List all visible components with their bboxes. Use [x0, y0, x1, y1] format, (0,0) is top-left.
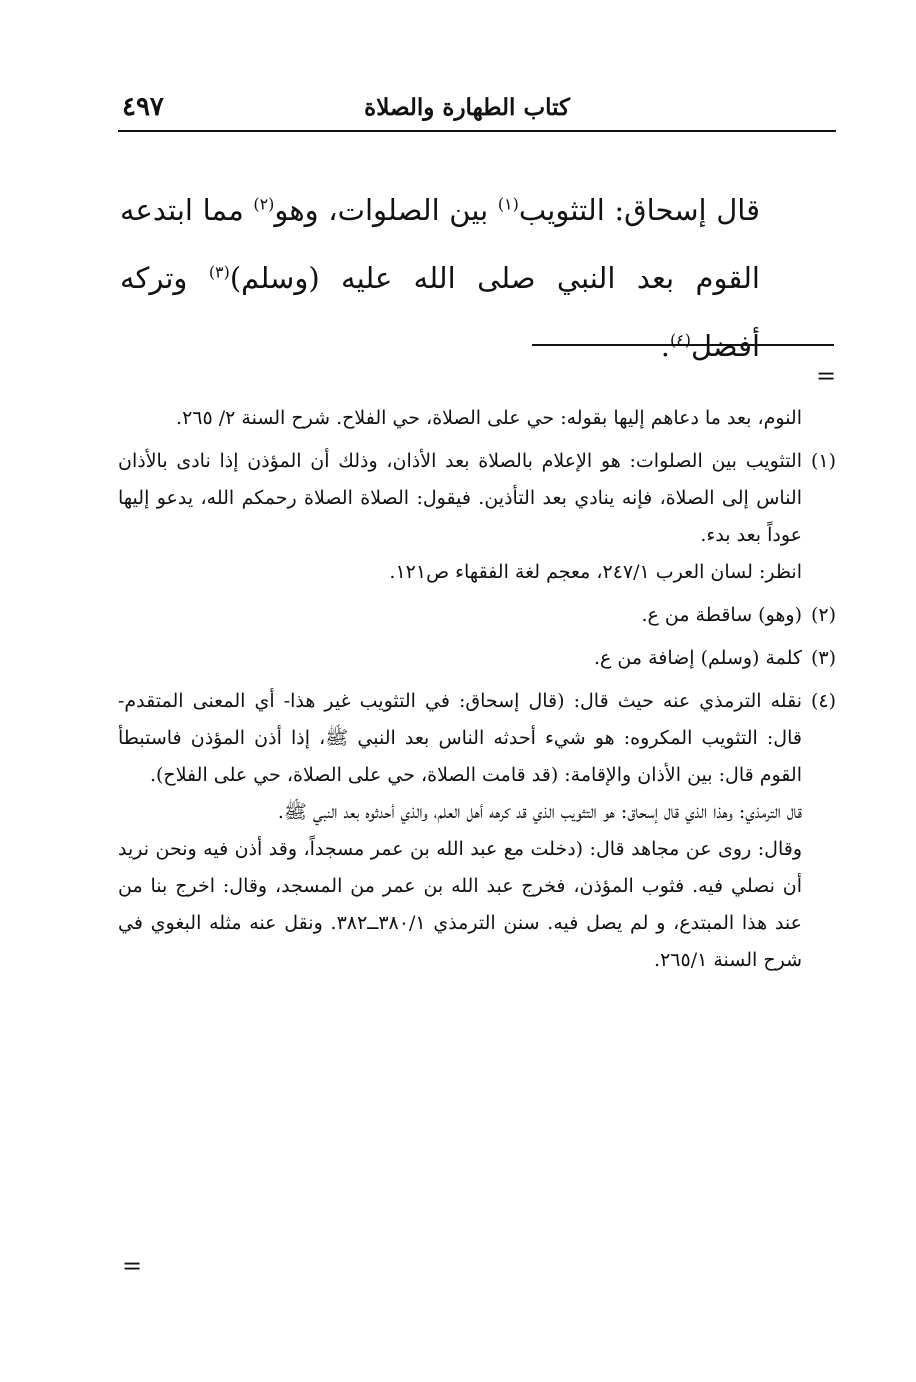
footnote-2 [118, 597, 836, 634]
footnote-ref: (١) [497, 194, 519, 214]
footnote-end-mark: = [122, 1252, 143, 1280]
running-title: كتاب الطهارة والصلاة [364, 94, 570, 121]
footnote-divider [532, 344, 834, 346]
main-text [120, 176, 760, 380]
footnote-paragraph: كلمة (وسلم) إضافة من ع. [593, 647, 802, 669]
main-text-part: قال إسحاق: التثويب [518, 193, 760, 227]
main-text-part: . [660, 329, 670, 363]
main-text-part: بين الصلوات، وهو [274, 193, 498, 227]
footnote-paragraph: انظر: لسان العرب ٢٤٧/١، معجم لغة الفقهاء ص١٢١. [389, 561, 802, 583]
footnote-ref: (٣) [208, 262, 230, 282]
page-number: ٤٩٧ [122, 92, 164, 122]
footnote-paragraph: التثويب بين الصلوات: هو الإعلام بالصلاة بعد الأذان، وذلك أن المؤذن إذا نادى بالأذان الناس إلى الصلاة، فإنه ينادي بعد التأذين. فيقول: الصلاة الصلاة رحمكم الله، يدعو إليها عوداً بعد بدء. [118, 450, 802, 546]
footnote-continuation-mark: = [816, 362, 837, 390]
footnote-4 [118, 683, 836, 979]
footnote-paragraph: قال الترمذي: وهذا الذي قال إسحاق: هو التثويب الذي قد كرهه أهل العلم، والذي أحدثوه بعد النبي ﷺ. [277, 801, 802, 823]
footnote-1 [118, 443, 836, 591]
page-header [118, 92, 836, 132]
footnote-3 [118, 640, 836, 677]
main-text-part: وتركه أفضل [120, 261, 760, 363]
main-text-part: مما ابتدعه القوم بعد النبي صلى الله عليه (وسلم) [120, 193, 760, 295]
footnote-paragraph: وقال: روى عن مجاهد قال: (دخلت مع عبد الله بن عمر مسجداً، وقد أذن فيه ونحن نريد أن نصلي فيه. فثوب المؤذن، فخرج عبد الله بن عمر من المسجد، وقال: اخرج بنا من عند هذا المبتدع، و لم يصل فيه. سنن الترمذي ٣٨٠/١ــ٣٨٢. ونقل عنه مثله البغوي في شرح السنة ٢٦٥/١. [118, 838, 802, 971]
footnote-continued-text: النوم، بعد ما دعاهم إليها بقوله: حي على الصلاة، حي الفلاح. شرح السنة ٢/ ٢٦٥. [176, 407, 802, 429]
footnote-number: (٤) [810, 690, 836, 712]
footnote-paragraph: نقله الترمذي عنه حيث قال: (قال إسحاق: في التثويب غير هذا- أي المعنى المتقدم- قال: التثويب المكروه: هو شيء أحدثه الناس بعد النبي ﷺ، إذا أذن المؤذن فاستبطأ القوم قال: بين الأذان والإقامة: (قد قامت الصلاة، حي على الصلاة، حي على الفلاح). [118, 690, 802, 786]
footnote-number: (١) [810, 450, 836, 472]
footnote-paragraph: (وهو) ساقطة من ع. [641, 604, 802, 626]
footnotes [118, 400, 836, 985]
footnote-ref: (٢) [253, 194, 275, 214]
footnote-number: (٢) [810, 604, 836, 626]
footnote-ref: (٤) [669, 330, 691, 350]
footnote-number: (٣) [810, 647, 836, 669]
